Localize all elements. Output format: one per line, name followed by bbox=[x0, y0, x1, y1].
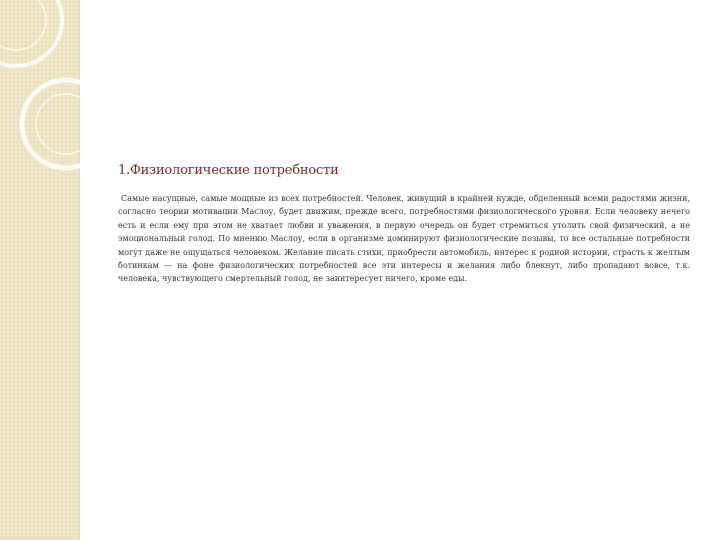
slide-body-text: Самые насущные, самые мощные из всех потребностей. Человек, живущий в крайней нужде, обделенный всеми радостями жизни, согласно теории мотивации Маслоу, будет движим, прежде всего, потребностями физиологического уровня. Если человеку нечего есть и если ему при этом не хватает любви и уважения, в первую очередь он будет стремиться утолить свой физический, а не эмоциональный голод. По мнению Маслоу, если в организме доминируют физиологические позывы, то все остальные потребности могут даже не ощущаться человеком. Желание писать стихи, приобрести автомобиль, интерес к родной истории, страсть к желтым ботинкам — на фоне физиологических потребностей все эти интересы и желания либо блекнут, либо пропадают вовсе, т.к. человека, чувствующего смертельный голод, не заинтересует ничего, кроме еды. bbox=[118, 194, 690, 284]
slide-title: 1.Физиологические потребности bbox=[118, 163, 339, 178]
decorative-circles-ornament bbox=[0, 0, 110, 190]
